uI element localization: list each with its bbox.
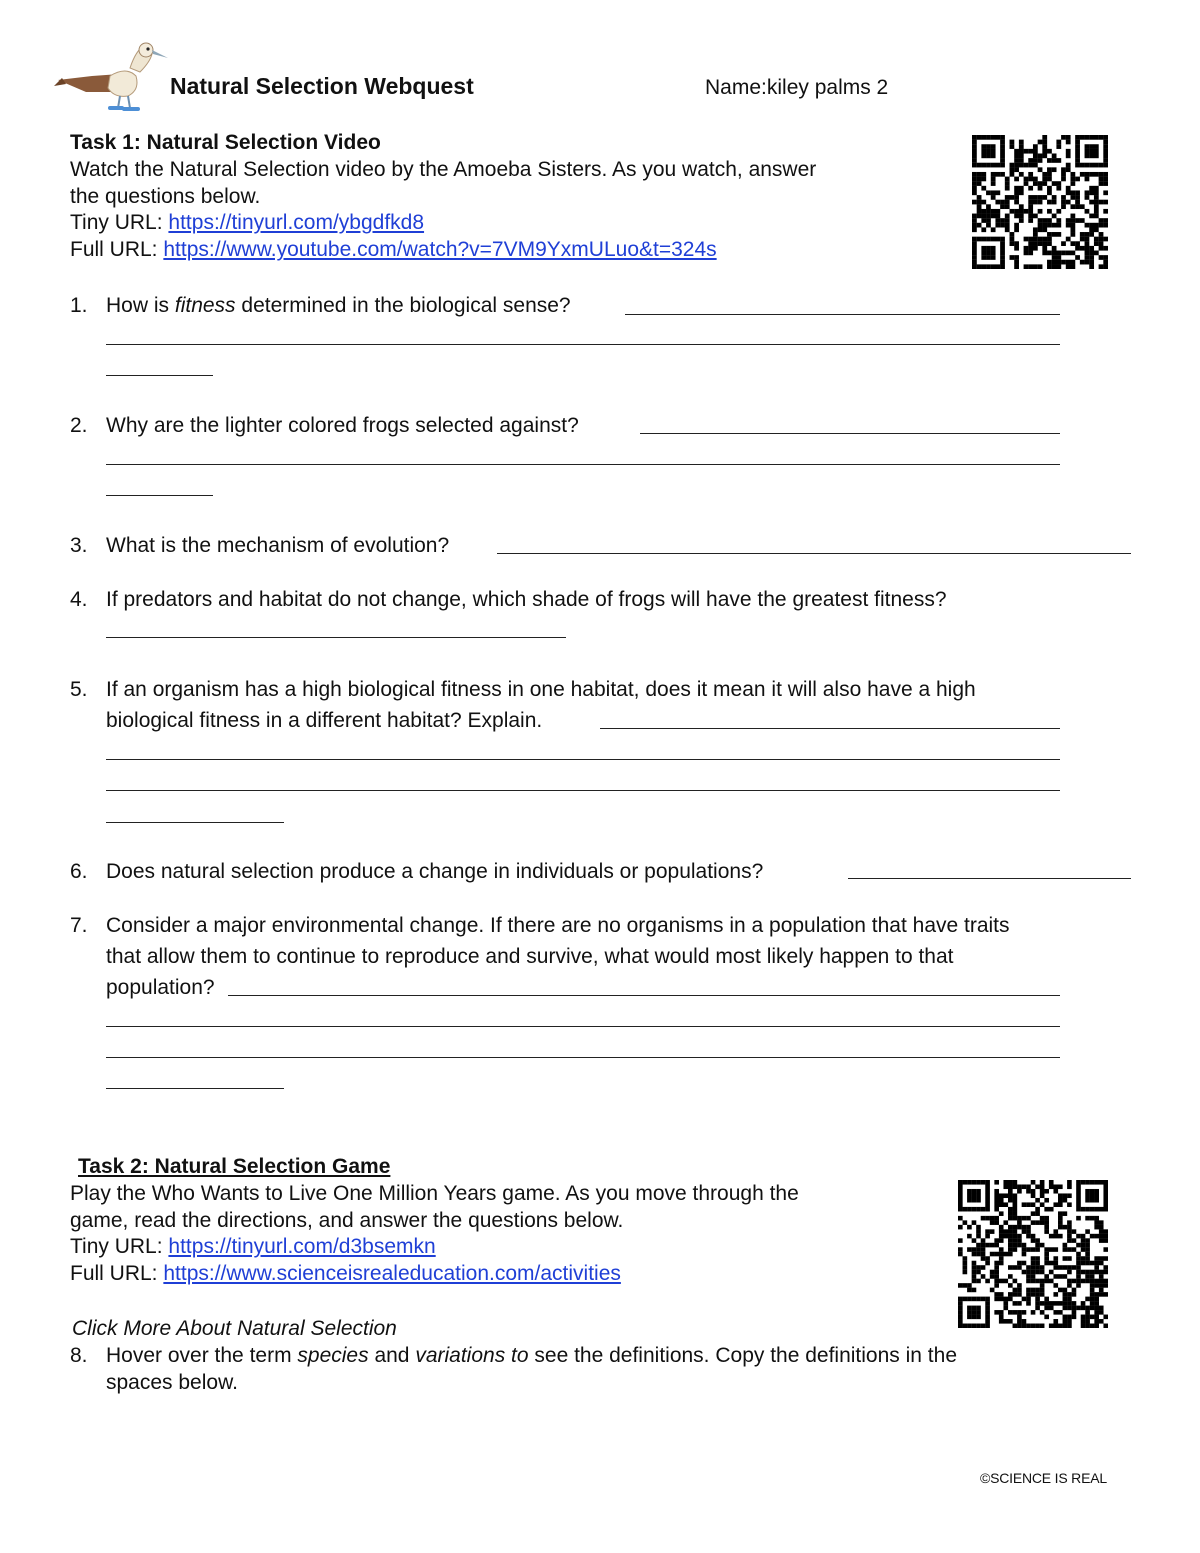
answer-line[interactable] (497, 553, 1131, 554)
answer-line[interactable] (106, 759, 1060, 760)
question-1-post: determined in the biological sense? (235, 294, 571, 317)
task2-heading: Task 2: Natural Selection Game (78, 1155, 391, 1178)
task2-intro-line2: game, read the directions, and answer the questions below. (70, 1209, 624, 1232)
answer-line[interactable] (106, 344, 1060, 345)
tiny-url-link[interactable]: https://tinyurl.com/d3bsemkn (168, 1235, 436, 1258)
answer-line[interactable] (106, 1026, 1060, 1027)
question-8-mid: and (368, 1344, 416, 1367)
answer-line[interactable] (106, 822, 284, 823)
answer-line[interactable] (106, 637, 566, 638)
task2-tiny-url-row (70, 1233, 436, 1260)
answer-line[interactable] (600, 728, 1060, 729)
question-8-post: see the definitions. Copy the definitions in the (528, 1344, 958, 1367)
full-url-label: Full URL: (70, 238, 164, 261)
answer-line[interactable] (625, 314, 1060, 315)
task1-intro-line2: the questions below. (70, 185, 261, 208)
question-8-line1 (106, 1342, 957, 1369)
answer-line[interactable] (228, 995, 1060, 996)
question-7-line2: that allow them to continue to reproduce and survive, what would most likely happen to that (106, 945, 954, 968)
question-number: 7. (70, 914, 88, 937)
name-label: Name: (705, 76, 767, 99)
name-value: kiley palms 2 (766, 76, 889, 99)
answer-line[interactable] (106, 495, 213, 496)
qr-code-icon (958, 1180, 1108, 1328)
answer-line[interactable] (106, 790, 1060, 791)
question-7-line3: population? (106, 976, 215, 999)
question-6-text: Does natural selection produce a change in individuals or populations? (106, 860, 764, 883)
task1-intro-line1: Watch the Natural Selection video by the Amoeba Sisters. As you watch, answer (70, 158, 817, 181)
task2-intro-line1: Play the Who Wants to Live One Million Years game. As you move through the (70, 1182, 799, 1205)
full-url-label: Full URL: (70, 1262, 164, 1285)
tiny-url-label: Tiny URL: (70, 211, 169, 234)
term-species: species (297, 1344, 369, 1367)
task1-heading: Task 1: Natural Selection Video (70, 131, 381, 154)
copyright-footer: ©SCIENCE IS REAL (980, 1470, 1107, 1486)
name-field (705, 74, 888, 101)
question-number: 1. (70, 294, 88, 317)
answer-line[interactable] (106, 375, 213, 376)
question-number: 4. (70, 588, 88, 611)
term-variations: variations to (415, 1344, 529, 1367)
question-8-pre: Hover over the term (106, 1344, 298, 1367)
question-1-pre: How is (106, 294, 175, 317)
booby-bird-icon (52, 36, 170, 114)
task2-instruction: Click More About Natural Selection (72, 1317, 397, 1340)
question-5-line2: biological fitness in a different habitat? Explain. (106, 709, 543, 732)
page-title: Natural Selection Webquest (170, 73, 474, 99)
question-number: 5. (70, 678, 88, 701)
question-number: 6. (70, 860, 88, 883)
question-3-text: What is the mechanism of evolution? (106, 534, 450, 557)
answer-line[interactable] (106, 464, 1060, 465)
question-number: 2. (70, 414, 88, 437)
task1-full-url-row (70, 236, 717, 263)
question-1-emphasis: fitness (174, 294, 236, 317)
question-number: 8. (70, 1344, 88, 1367)
full-url-link[interactable]: https://www.youtube.com/watch?v=7VM9YxmULuo&t=324s (163, 238, 717, 261)
tiny-url-label: Tiny URL: (70, 1235, 169, 1258)
full-url-link[interactable]: https://www.scienceisrealeducation.com/activities (163, 1262, 621, 1285)
question-5-line1: If an organism has a high biological fitness in one habitat, does it mean it will also have a high (106, 678, 976, 701)
answer-line[interactable] (640, 433, 1060, 434)
answer-line[interactable] (106, 1057, 1060, 1058)
task1-tiny-url-row (70, 209, 424, 236)
question-number: 3. (70, 534, 88, 557)
qr-code-icon (972, 135, 1108, 269)
question-1-text (106, 292, 571, 319)
task2-full-url-row (70, 1260, 621, 1287)
question-8-line2: spaces below. (106, 1371, 238, 1394)
answer-line[interactable] (106, 1088, 284, 1089)
question-2-text: Why are the lighter colored frogs selected against? (106, 414, 579, 437)
tiny-url-link[interactable]: https://tinyurl.com/ybgdfkd8 (168, 211, 425, 234)
question-4-text: If predators and habitat do not change, which shade of frogs will have the greatest fitness? (106, 588, 947, 611)
question-7-line1: Consider a major environmental change. If there are no organisms in a population that have traits (106, 914, 1010, 937)
answer-line[interactable] (848, 878, 1131, 879)
